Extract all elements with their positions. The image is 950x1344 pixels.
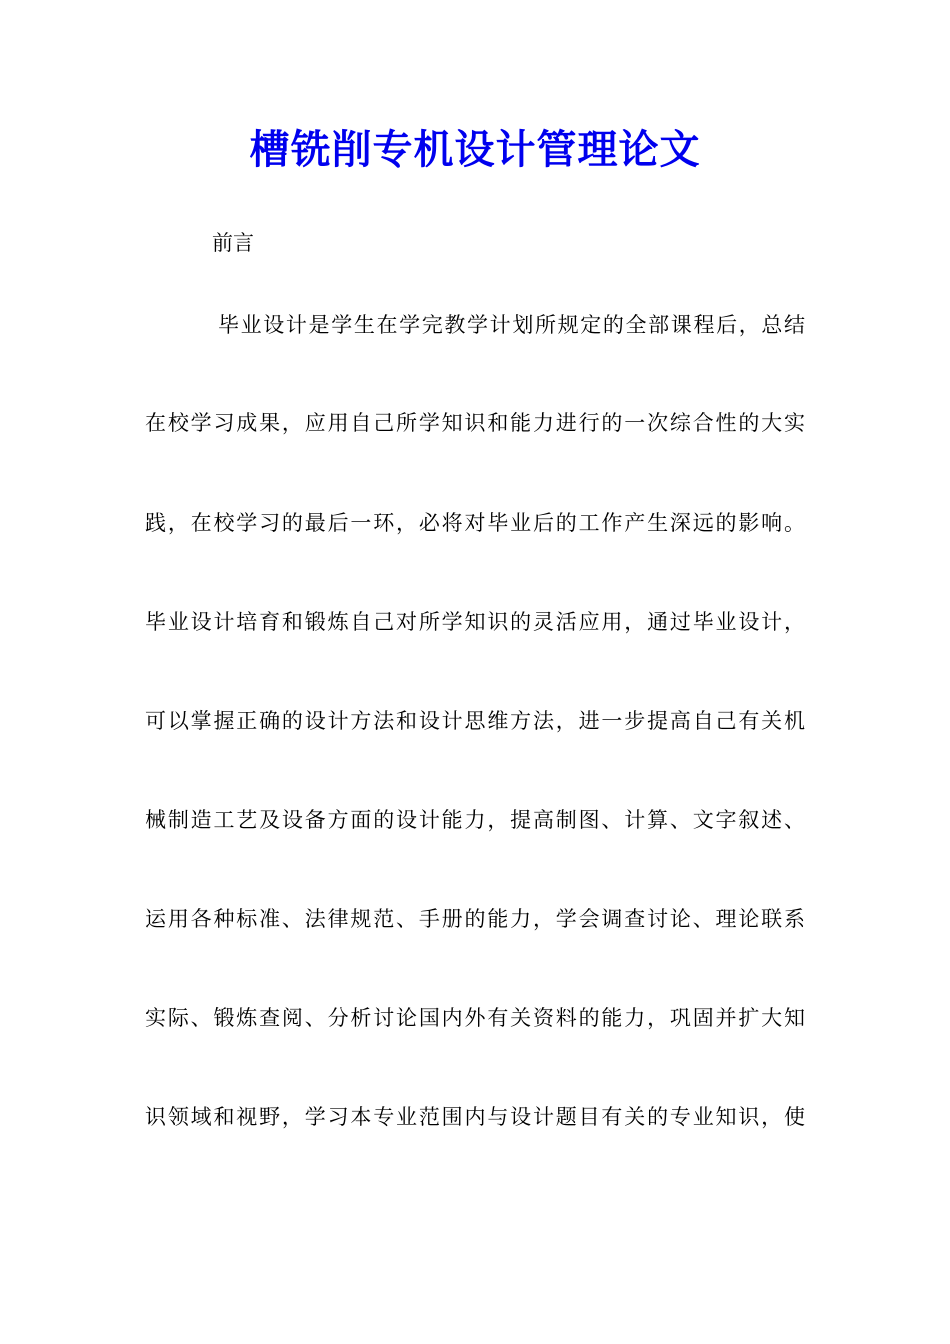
paragraph-line: 毕业设计培育和锻炼自己对所学知识的灵活应用，通过毕业设计， [145, 610, 805, 634]
paragraph-line: 械制造工艺及设备方面的设计能力，提高制图、计算、文字叙述、 [145, 808, 805, 832]
paragraph-line: 实际、锻炼查阅、分析讨论国内外有关资料的能力，巩固并扩大知 [145, 1006, 805, 1030]
section-heading: 前言 [212, 231, 254, 255]
paragraph-line: 运用各种标准、法律规范、手册的能力，学会调查讨论、理论联系 [145, 907, 805, 931]
paragraph-line: 可以掌握正确的设计方法和设计思维方法，进一步提高自己有关机 [145, 709, 805, 733]
paragraph-line: 毕业设计是学生在学完教学计划所规定的全部课程后，总结 [218, 313, 805, 337]
paragraph-line: 在校学习成果，应用自己所学知识和能力进行的一次综合性的大实 [145, 411, 805, 435]
paragraph-line: 识领域和视野，学习本专业范围内与设计题目有关的专业知识，使 [145, 1105, 805, 1129]
document-title: 槽铣削专机设计管理论文 [249, 126, 701, 173]
paragraph-line: 践，在校学习的最后一环，必将对毕业后的工作产生深远的影响。 [145, 511, 805, 535]
